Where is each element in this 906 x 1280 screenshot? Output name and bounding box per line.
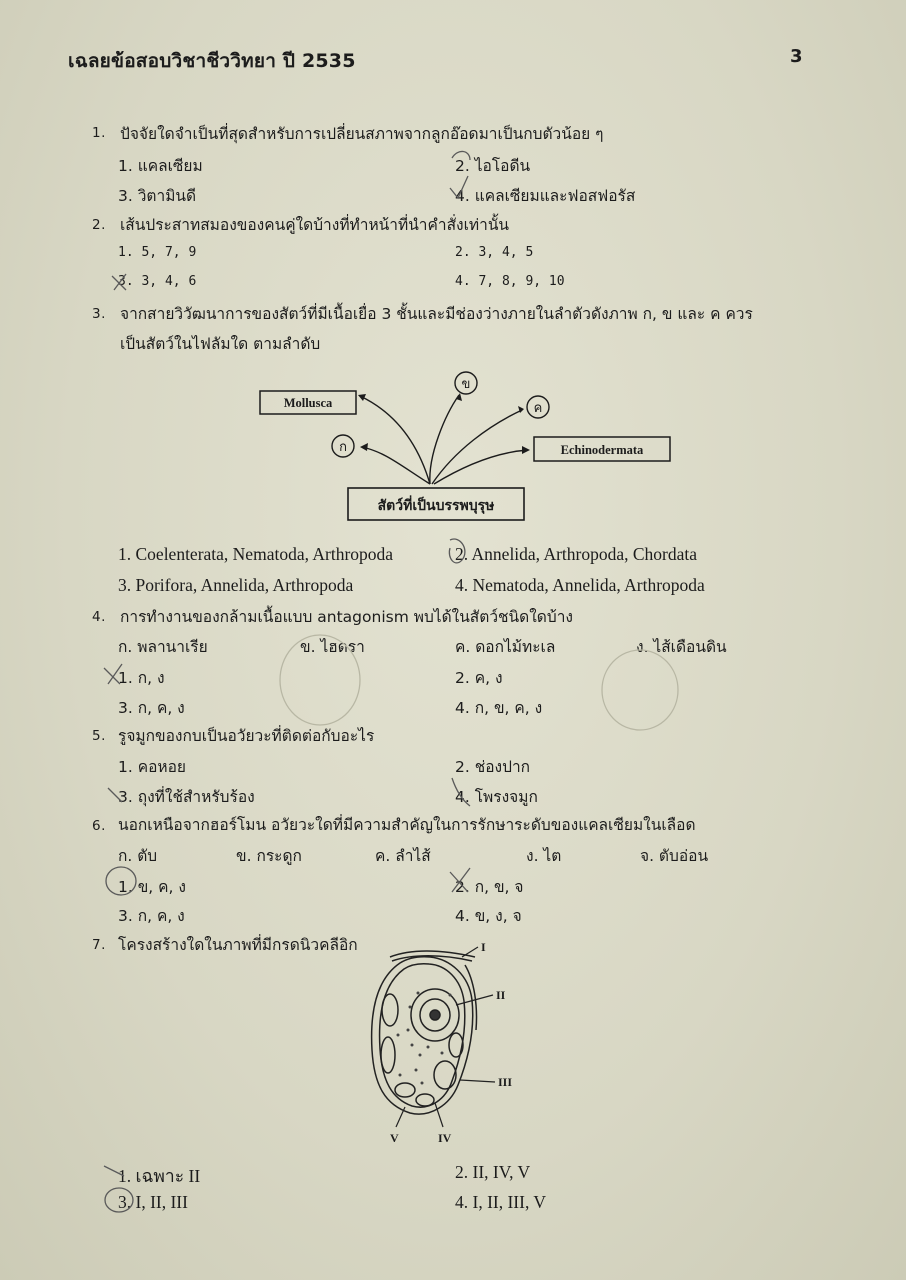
q6-option-2: 2. ก, ข, จ [455,878,524,896]
q5-number: 5. [92,728,106,744]
q4-choice-c: ค. ดอกไม้ทะเล [455,638,556,656]
q7-number: 7. [92,937,106,953]
q7-text: โครงสร้างใดในภาพที่มีกรดนิวคลีอิก [118,936,358,954]
circle-a-label: ก [339,440,347,455]
q1-option-2: 2. ไอโอดีน [455,157,531,175]
q5-option-1: 1. คอหอย [118,758,187,776]
q5-option-2: 2. ช่องปาก [455,758,531,776]
q3-text-line-1: จากสายวิวัฒนาการของสัตว์ที่มีเนื้อเยื่อ 3 ชั้นและมีช่องว่างภายในลำตัวดังภาพ ก, ข และ ค ควร [120,305,753,323]
cell-figure [350,935,530,1145]
q6-choice-c: ค. ลำไส้ [375,847,431,865]
q2-option-4: 4. 7, 8, 9, 10 [455,274,565,289]
branch-mollusca [360,396,430,484]
q7-option-2: 2. II, IV, V [455,1162,531,1182]
circle-b-label: ข [461,377,471,392]
q4-option-1: 1. ก, ง [118,669,165,687]
q6-number: 6. [92,818,106,834]
q3-option-3: 3. Porifora, Annelida, Arthropoda [118,575,354,595]
page-header-title: เฉลยข้อสอบวิชาชีววิทยา ปี 2535 [68,50,356,72]
q7-option-3: 3. I, II, III [118,1192,188,1212]
q5-option-3: 3. ถุงที่ใช้สำหรับร้อง [118,788,255,806]
q6-text: นอกเหนือจากฮอร์โมน อวัยวะใดที่มีความสำคัญในการรักษาระดับของแคลเซียมในเลือด [118,816,696,834]
q4-choice-d: ง. ไส้เดือนดิน [636,638,727,656]
q4-option-2: 2. ค, ง [455,669,503,687]
q1-option-3: 3. วิตามินดี [118,187,197,205]
cell-outer-wall [372,957,473,1114]
q6-option-1: 1. ข, ค, ง [118,878,186,896]
q4-text: การทำงานของกล้ามเนื้อแบบ antagonism พบได้ในสัตว์ชนิดใดบ้าง [120,608,573,626]
label-IV: IV [438,1131,452,1145]
label-ancestor: สัตว์ที่เป็นบรรพบุรุษ [377,498,495,514]
q5-option-4: 4. โพรงจมูก [455,788,538,806]
q4-choice-a: ก. พลานาเรีย [118,638,208,656]
q5-text: รูจมูกของกบเป็นอวัยวะที่ติดต่อกับอะไร [118,727,375,745]
q1-option-4: 4. แคลเซียมและฟอสฟอรัส [455,187,636,205]
q6-choice-a: ก. ตับ [118,847,158,865]
q2-option-3: 3. 3, 4, 6 [118,274,197,289]
q1-text: ปัจจัยใดจำเป็นที่สุดสำหรับการเปลี่ยนสภาพจากลูกอ๊อดมาเป็นกบตัวน้อย ๆ [120,125,604,143]
q4-option-3: 3. ก, ค, ง [118,699,185,717]
q3-option-1: 1. Coelenterata, Nematoda, Arthropoda [118,544,394,564]
page-number: 3 [790,46,803,67]
q7-option-1: 1. เฉพาะ II [118,1166,201,1186]
q2-number: 2. [92,217,106,233]
q3-text-line-2: เป็นสัตว์ในไฟลัมใด ตามลำดับ [120,335,321,353]
branch-echinodermata [434,450,528,484]
q3-option-4: 4. Nematoda, Annelida, Arthropoda [455,575,705,595]
label-mollusca: Mollusca [283,396,333,410]
q4-choice-b: ข. ไฮดรา [300,638,365,656]
label-I: I [481,940,486,954]
q6-option-4: 4. ข, ง, จ [455,907,522,925]
q6-choice-d: ง. ไต [526,847,562,865]
label-II: II [496,988,506,1002]
circle-c-label: ค [533,401,543,416]
q2-option-1: 1. 5, 7, 9 [118,245,197,260]
branch-b [430,395,459,484]
q6-choice-b: ข. กระดูก [236,847,302,865]
q6-choice-e: จ. ตับอ่อน [640,847,709,865]
q4-number: 4. [92,609,106,625]
q2-option-2: 2. 3, 4, 5 [455,245,534,260]
label-V: V [390,1131,399,1145]
branch-a [362,447,430,484]
q6-option-3: 3. ก, ค, ง [118,907,185,925]
label-III: III [498,1075,513,1089]
label-echinodermata: Echinodermata [560,443,644,457]
q3-number: 3. [92,306,106,322]
q2-text: เส้นประสาทสมองของคนคู่ใดบ้างที่ทำหน้าที่นำคำสั่งเท่านั้น [120,216,510,234]
branch-c [432,410,522,484]
q7-option-4: 4. I, II, III, V [455,1192,547,1212]
q1-option-1: 1. แคลเซียม [118,157,203,175]
q4-option-4: 4. ก, ข, ค, ง [455,699,543,717]
q3-option-2: 2. Annelida, Arthropoda, Chordata [455,544,698,564]
q1-number: 1. [92,125,106,141]
